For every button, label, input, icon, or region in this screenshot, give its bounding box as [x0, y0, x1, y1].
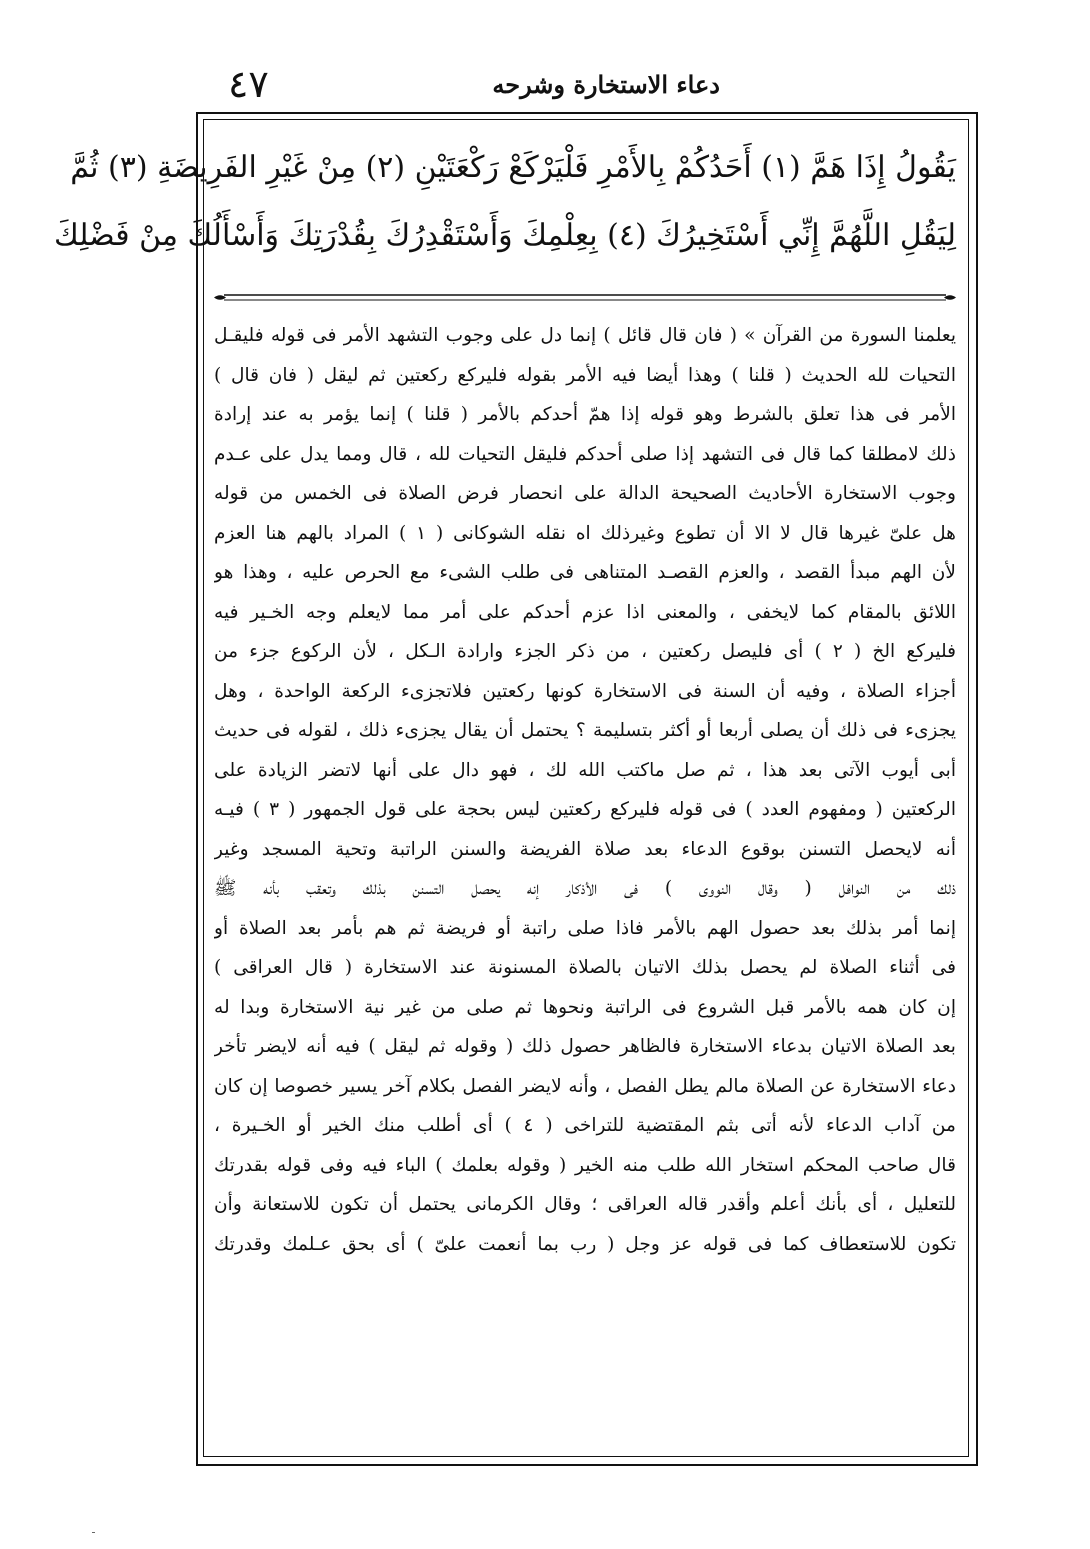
commentary-line: اللائق بالمقام كما لايخفى ، والمعنى اذا عزم أحدكم على أمر مما لايعلم وجه الخـير فيه [214, 601, 956, 623]
commentary-line: أنه لايحصل التسنن بوقوع الدعاء بعد صلاة الفريضة والسنن الراتبة وتحية المسجد وغير [214, 838, 956, 860]
commentary-line: من آداب الدعاء لأنه أتى بثم المقتضية للتراخى ( ٤ ) أى أطلب منك الخير أو الخـيرة ، [214, 1115, 956, 1136]
scan-speck [92, 1532, 95, 1533]
commentary-line: فليركع الخ ( ٢ ) أى فليصل ركعتين ، من ذكر الجزء وارادة الـكل ، لأن الركوع جزء من [214, 641, 956, 662]
commentary-line: التحيات لله الحديث ( قلنا ) وهذا أيضا فيه الأمر بقوله فليركع ركعتين ثم ليقل ( فان قال ) [214, 364, 956, 386]
commentary-line: تكون للاستعطاف كما فى قوله عز وجل ( رب بما أنعمت علىّ ) أى بحق عـلمك وقدرتك [214, 1233, 956, 1255]
commentary-line: يجزىء فى ذلك أن يصلى أربعا أو أكثر بتسليمة ؟ يحتمل أن يقال يجزىء ذلك ، لقوله فى حديث [214, 720, 956, 741]
hadith-line: لِيَقُلِ اللَّهُمَّ إِنِّي أَسْتَخِيرُكَ (٤) بِعِلْمِكَ وَأَسْتَقْدِرُكَ بِقُدْرَتِكَ وَأَسْأَلُكَ مِنْ فَضْلِكَ [53, 218, 956, 253]
page-header [200, 62, 900, 112]
page-number: ٤٧ [228, 62, 269, 106]
running-title: دعاء الاستخارة وشرحه [492, 70, 720, 99]
commentary-line: هل علىّ غيرها قال لا الا أن تطوع وغيرذلك اه نقله الشوكانى ( ١ ) المراد بالهم هنا العزم [214, 522, 956, 544]
commentary-line: دعاء الاستخارة عن الصلاة مالم يطل الفصل ، وأنه لايضر الفصل بكلام آخر يسير خصوصا إن كان [214, 1075, 956, 1097]
commentary-line: أبى أيوب الآتى بعد هذا ، ثم صل ماكتب الله لك ، فهو دال على أنها لاتضر الزيادة على [214, 759, 956, 781]
hadith-line: يَقُولُ إِذَا هَمَّ (١) أَحَدُكُمْ بِالأَمْرِ فَلْيَرْكَعْ رَكْعَتَيْنِ (٢) مِنْ غَيْرِ الفَرِيضَةِ (٣) ثُمَّ [70, 150, 956, 185]
commentary-line: إنما أمر بذلك بعد حصول الهم بالأمر فاذا صلى راتبة أو فريضة ثم هم بأمر بعد الصلاة أو [214, 917, 956, 939]
commentary-line: بعد الصلاة الاتيان بدعاء الاستخارة فالظاهر حصول ذلك ( وقوله ثم ليقل ) فيه أنه لايضر تأخر [214, 1036, 956, 1057]
commentary-line: الأمر فى هذا تعلق بالشرط وهو قوله إذا همّ أحدكم بالأمر ( قلنا ) إنما يؤمر به عند إرادة [214, 404, 956, 425]
commentary-line: لأن الهم مبدأ القصد ، والعزم القصـد المتناهى فى طلب الشىء مع الحرص عليه ، وهذا هو [214, 562, 956, 583]
commentary-line: قال صاحب المحكم استخار الله طلب منه الخير ( وقوله بعلمك ) الباء فيه وفى قوله بقدرتك [214, 1154, 956, 1176]
commentary-text [214, 316, 956, 1264]
commentary-line: أجزاء الصلاة ، وفيه أن السنة فى الاستخارة كونها ركعتين فلاتجزىء الركعة الواحدة ، وهل [214, 680, 956, 702]
commentary-line: يعلمنا السورة من القرآن » ( فان قال قائل ) إنما دل على وجوب التشهد الأمر فى قوله فليقـل [214, 325, 956, 346]
commentary-line: للتعليل ، أى بأنك أعلم وأقدر قاله العراقى ؛ وقال الكرمانى يحتمل أن تكون للاستعانة وأن [214, 1194, 956, 1215]
commentary-line: وجوب الاستخارة الأحاديث الصحيحة الدالة على انحصار فرض الصلاة فى الخمس من قوله [214, 483, 956, 504]
commentary-line: فى أثناء الصلاة لم يحصل بذلك الاتيان بالصلاة المسنونة عند الاستخارة ( قال العراقى ) [214, 957, 956, 978]
hadith-text [53, 134, 956, 270]
commentary-line: ذلك من النوافل ( وقال النووى ) فى الأذكار إنه يحصل التسنن بذلك وتعقب بأنه ﷺ [214, 878, 956, 899]
commentary-line: ذلك لامطلقا كما قال فى التشهد إذا صلى أحدكم فليقل التحيات لله ، قال ومما يدل على عـدم [214, 443, 956, 465]
ornamental-separator [214, 288, 956, 308]
commentary-line: الركعتين ( ومفهوم العدد ) فى قوله فليركع ركعتين ليس بحجة على قول الجمهور ( ٣ ) فيـه [214, 799, 956, 820]
commentary-line: إن كان همه بالأمر قبل الشروع فى الراتبة ونحوها ثم صلى من غير نية الاستخارة وبدا له [214, 996, 956, 1018]
